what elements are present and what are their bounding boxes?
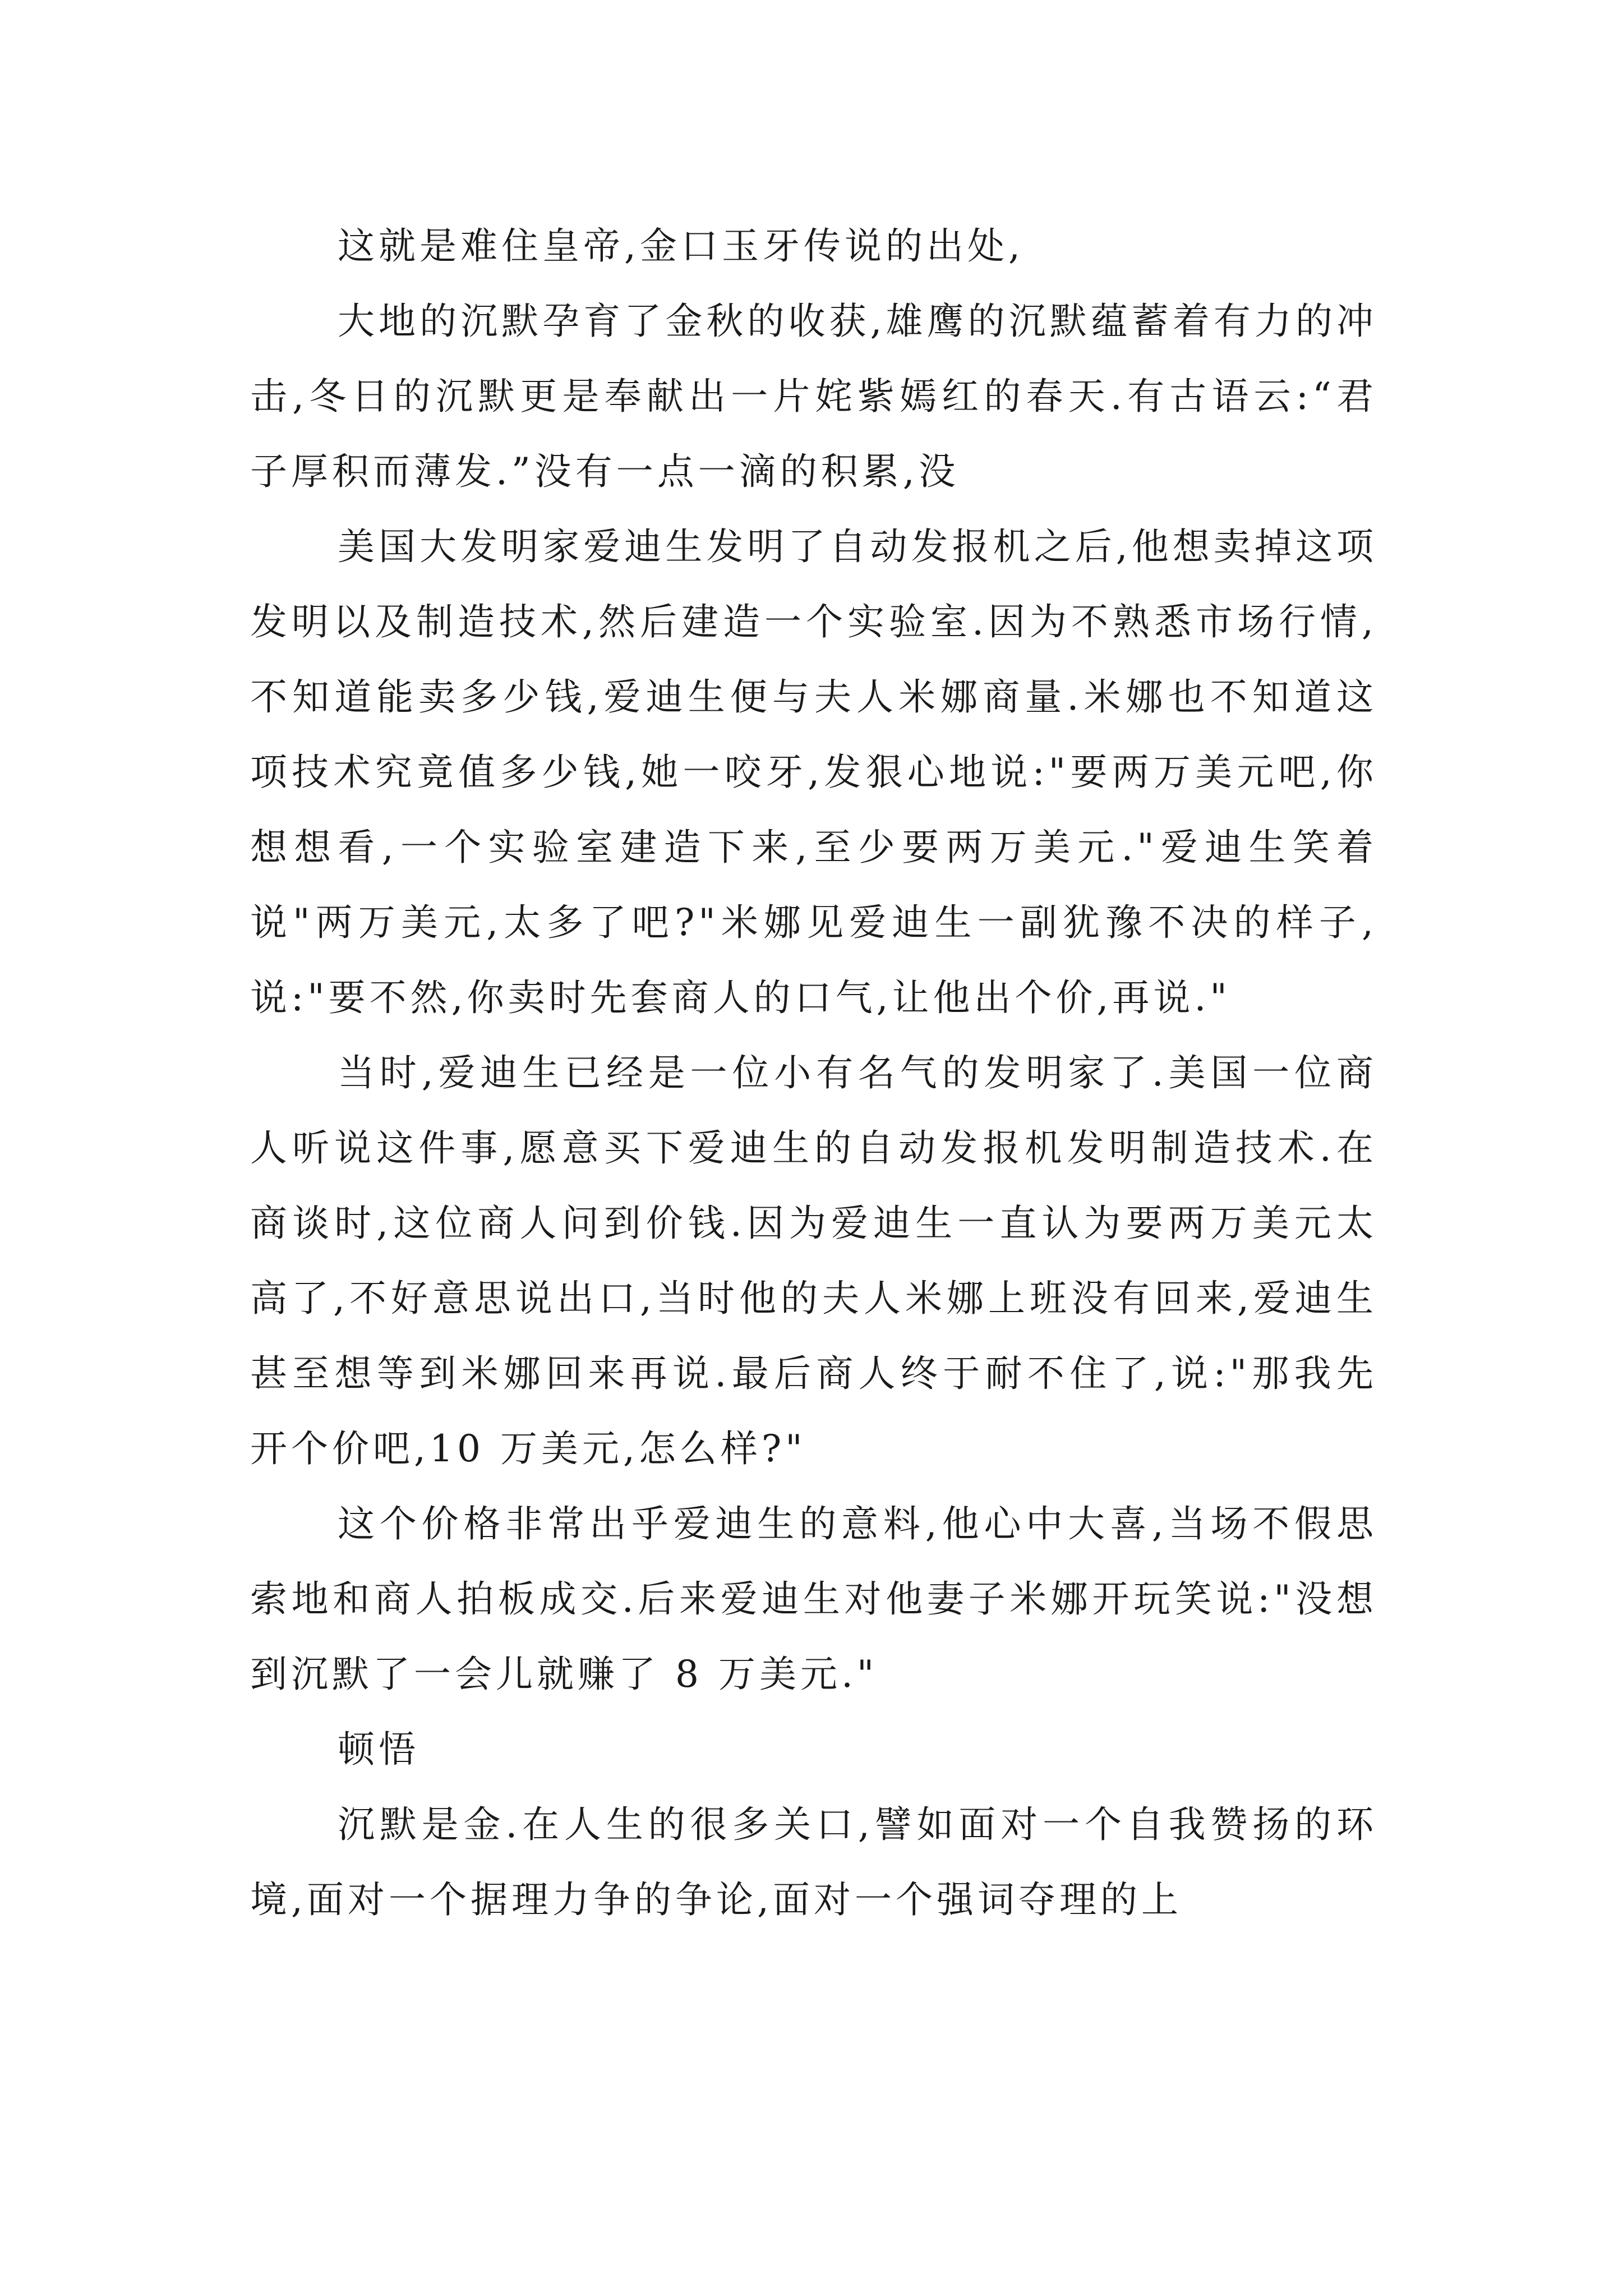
paragraph-3: 美国大发明家爱迪生发明了自动发报机之后,他想卖掉这项发明以及制造技术,然后建造一个实验室.因为不熟悉市场行情,不知道能卖多少钱,爱迪生便与夫人米娜商量.米娜也不知道这项技术究竟值多少钱,她一咬牙,发狠心地说:"要两万美元吧,你想想看,一个实验室建造下来,至少要两万美元."爱迪生笑着说"两万美元,太多了吧?"米娜见爱迪生一副犹豫不决的样子,说:"要不然,你卖时先套商人的口气,让他出个价,再说." [250,525,1377,1019]
section-heading: 顿悟 [338,1728,419,1771]
paragraph-1: 这就是难住皇帝,金口玉牙传说的出处, [338,224,1024,268]
paragraph-4: 当时,爱迪生已经是一位小有名气的发明家了.美国一位商人听说这件事,愿意买下爱迪生的自动发报机发明制造技术.在商谈时,这位商人问到价钱.因为爱迪生一直认为要两万美元太高了,不好意思说出口,当时他的夫人米娜上班没有回来,爱迪生甚至想等到米娜回来再说.最后商人终于耐不住了,说:"那我先开个价吧,10 万美元,怎么样?" [250,1051,1377,1470]
paragraph-6: 沉默是金.在人生的很多关口,譬如面对一个自我赞扬的环境,面对一个据理力争的争论,面对一个强词夺理的上 [250,1803,1377,1921]
document-body [250,209,1377,1938]
paragraph-2: 大地的沉默孕育了金秋的收获,雄鹰的沉默蕴蓄着有力的冲击,冬日的沉默更是奉献出一片姹紫嫣红的春天.有古语云:“君子厚积而薄发.”没有一点一滴的积累,没 [250,300,1377,493]
paragraph-5: 这个价格非常出乎爱迪生的意料,他心中大喜,当场不假思索地和商人拍板成交.后来爱迪生对他妻子米娜开玩笑说:"没想到沉默了一会儿就赚了 8 万美元." [250,1502,1377,1696]
